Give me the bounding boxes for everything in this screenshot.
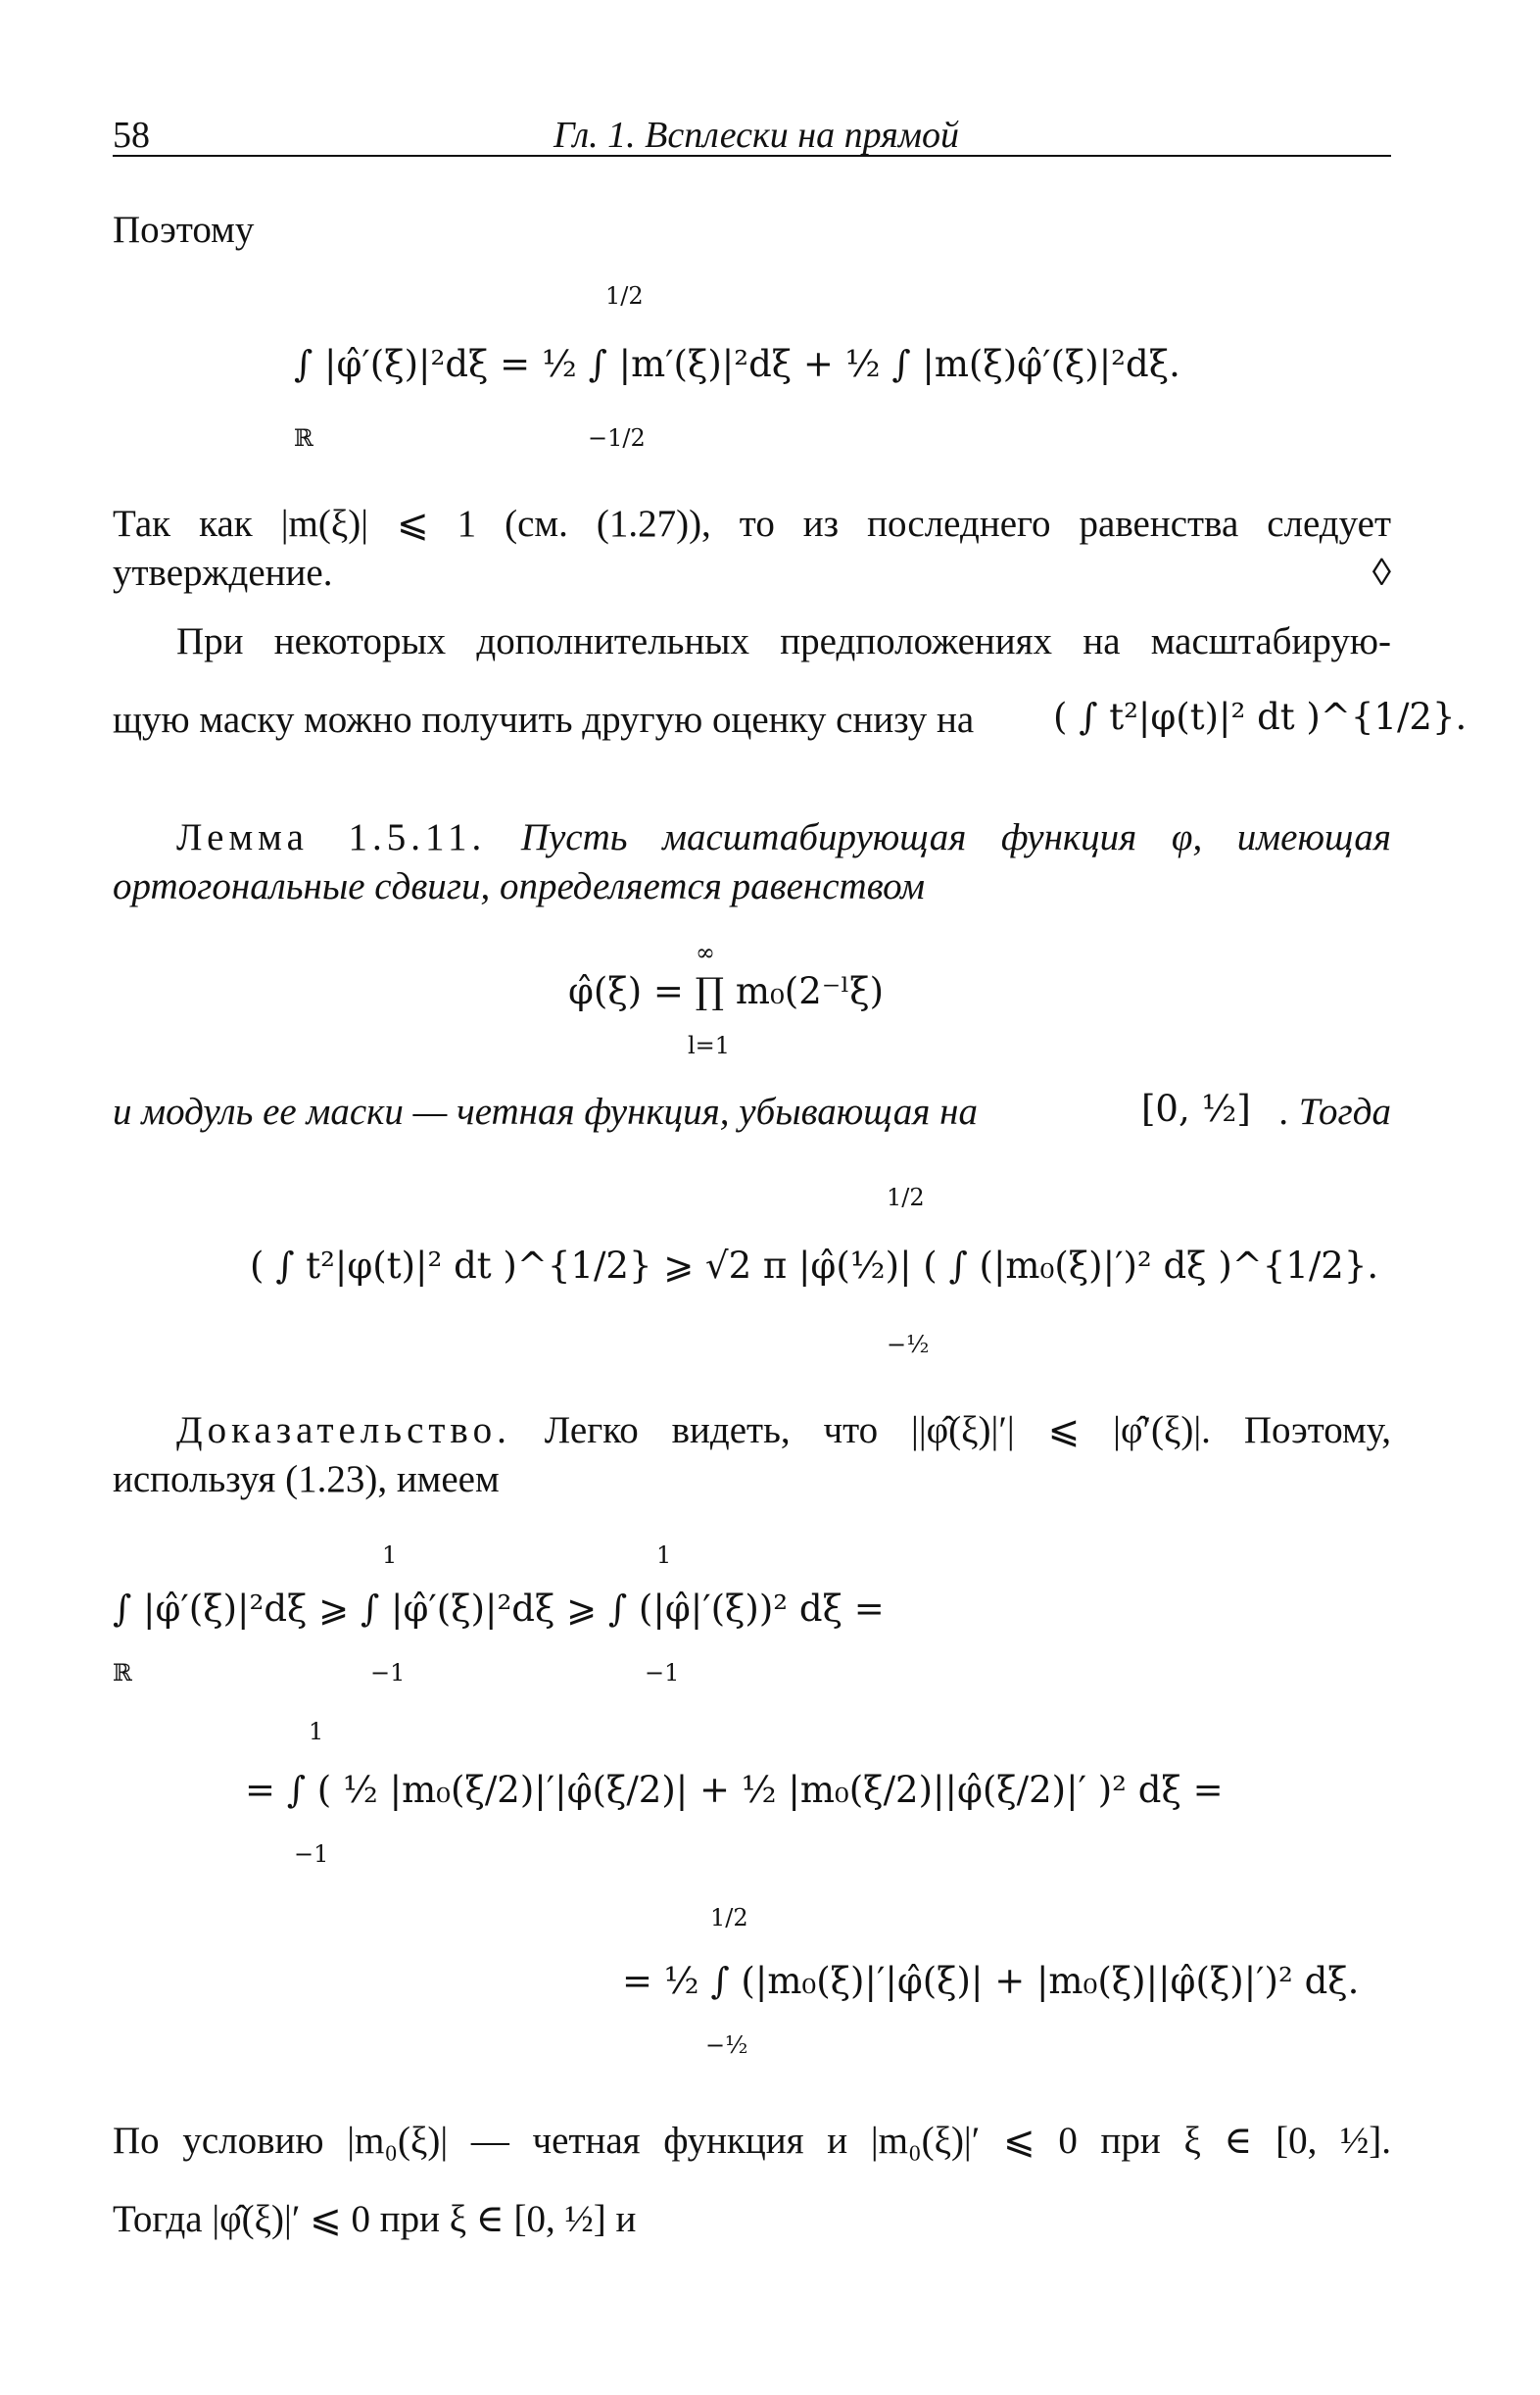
equation-1: [294, 274, 1225, 461]
paragraph-since: [113, 500, 1391, 549]
equation-2: [568, 931, 960, 1058]
qed-diamond-icon: ◊: [1372, 552, 1391, 594]
eq2-product-bottom: l=1: [688, 1032, 731, 1059]
paragraph-additional-end: [113, 696, 1468, 745]
paragraph-since-line1: Так как |m(ξ)| ⩽ 1 (см. (1.27)), то из последнего равенства следует: [113, 503, 1391, 545]
paragraph-additional-line1: При некоторых дополнительных предположениях на масштабирую-: [176, 620, 1391, 662]
eq1-body: ∫ |φ̂′(ξ)|²dξ = ½ ∫ |m′(ξ)|²dξ + ½ ∫ |m(ξ)φ̂′(ξ)|²dξ.: [294, 343, 1180, 385]
eq6-body: = ½ ∫ (|m₀(ξ)|′|φ̂(ξ)| + |m₀(ξ)||φ̂(ξ)|′)² dξ.: [622, 1960, 1360, 2002]
eq1-limit-bottom: −1/2: [588, 424, 646, 452]
eq3-body: ( ∫ t²|φ(t)|² dt )^{1/2} ⩾ √2 π |φ̂(½)| ( ∫ (|m₀(ξ)|′)² dξ )^{1/2}.: [250, 1245, 1379, 1287]
paragraph-therefore: Поэтому: [113, 209, 255, 251]
page-number: 58: [113, 115, 150, 156]
eq6-limit-bottom: −½: [705, 2031, 748, 2059]
paragraph-additional: [113, 617, 1391, 666]
eq4-limit-top-1: 1: [382, 1541, 398, 1569]
paragraph-since-end: [113, 549, 1391, 598]
equation-3: [250, 1176, 1379, 1362]
paragraph-condition-line1: По условию |m₀(ξ)| — четная функция и |m₀(ξ)|′ ⩽ 0 при ξ ∈ [0, ½].: [113, 2120, 1391, 2162]
paragraph-since-line2: утверждение.: [113, 552, 333, 594]
proof-start: [113, 1406, 1391, 1455]
proof-label: Доказательство.: [176, 1409, 511, 1451]
lemma-line1: Пусть масштабирующая функция φ, имеющая: [520, 816, 1391, 858]
paragraph-additional-line2: щую маску можно получить другую оценку снизу на: [113, 699, 975, 741]
proof-line2: используя (1.23), имеем: [113, 1458, 500, 1500]
paragraph-condition: [113, 2117, 1391, 2166]
page-header: [113, 108, 1391, 157]
equation-5: [245, 1710, 1274, 1867]
lemma-line2: ортогональные сдвиги, определяется равенством: [113, 865, 926, 907]
eq5-limit-bottom: −1: [294, 1840, 329, 1868]
proof-line1: Легко видеть, что ||φ̂(ξ)|′| ⩽ |φ̂′(ξ)|. Поэтому,: [544, 1409, 1392, 1451]
eq2-body: φ̂(ξ) = ∏ m₀(2⁻ˡξ): [568, 970, 885, 1012]
eq1-limit-top: 1/2: [605, 282, 644, 310]
eq4-limit-bottom-1: −1: [370, 1659, 406, 1686]
lemma-continuation: [113, 1088, 1391, 1137]
lemma-interval: [0, ½]: [1141, 1088, 1251, 1130]
eq5-limit-top: 1: [309, 1718, 324, 1745]
eq4-limit-bottom-2: −1: [645, 1659, 680, 1686]
eq3-limit-top: 1/2: [887, 1184, 925, 1211]
eq6-limit-top: 1/2: [710, 1904, 748, 1931]
eq4-domain: ℝ: [113, 1659, 132, 1686]
inline-moment-formula: ( ∫ t²|φ(t)|² dt )^{1/2}.: [1053, 696, 1468, 738]
eq2-product-top: ∞: [696, 939, 715, 966]
eq5-body: = ∫ ( ½ |m₀(ξ/2)|′|φ̂(ξ/2)| + ½ |m₀(ξ/2)||φ̂(ξ/2)|′ )² dξ =: [245, 1769, 1224, 1811]
eq1-domain: ℝ: [294, 424, 313, 452]
lemma-statement: [113, 813, 1391, 862]
eq4-limit-top-2: 1: [656, 1541, 672, 1569]
lemma-cont-tail: . Тогда: [1279, 1091, 1391, 1133]
equation-6: [622, 1896, 1396, 2063]
running-title: Гл. 1. Всплески на прямой: [553, 115, 960, 156]
lemma-label: Лемма 1.5.11.: [176, 816, 487, 858]
lemma-cont-text: и модуль ее маски — четная функция, убывающая на: [113, 1091, 978, 1133]
equation-4: [113, 1534, 994, 1690]
paragraph-condition-line2: Тогда |φ̂(ξ)|′ ⩽ 0 при ξ ∈ [0, ½] и: [113, 2198, 637, 2240]
eq4-body: ∫ |φ̂′(ξ)|²dξ ⩾ ∫ |φ̂′(ξ)|²dξ ⩾ ∫ (|φ̂|′(ξ))² dξ =: [113, 1588, 885, 1630]
eq3-limit-bottom: −½: [887, 1331, 930, 1358]
